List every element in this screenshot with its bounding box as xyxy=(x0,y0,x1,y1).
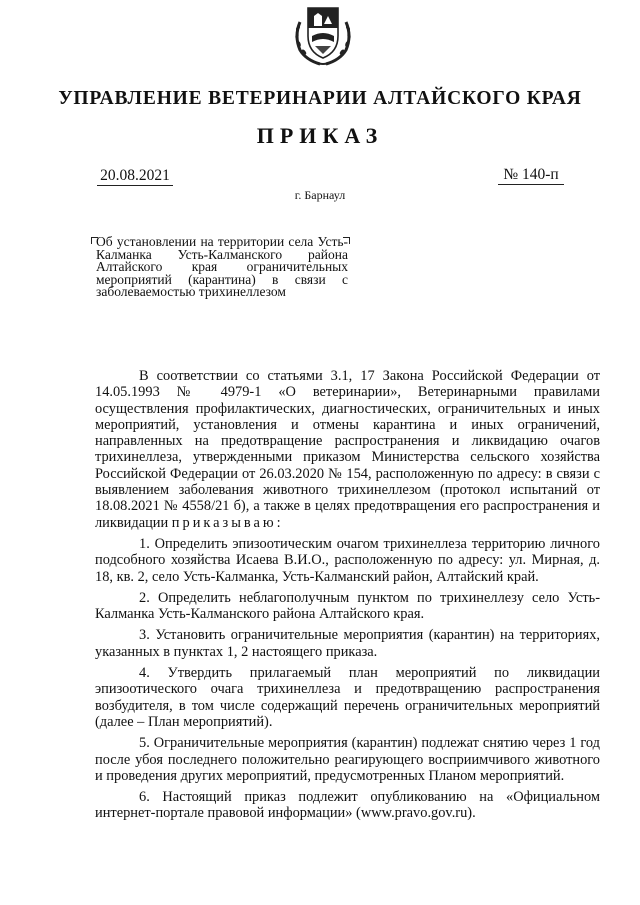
order-subject: Об установлении на территории села Усть-Калманка Усть-Калманского района Алтайского края ограничительных мероприятий (карантина) в связи с заболеваемостью трихинеллезом xyxy=(96,234,348,300)
document-type: ПРИКАЗ xyxy=(256,123,384,148)
order-item-1: 1. Определить эпизоотическим очагом трихинеллеза территорию личного подсобного хозяйства Исаева В.И.О., расположенную по адресу: ул. Мирная, д. 18, кв. 2, село Усть-Калманка, Усть-Калманский район, Алтайский край. xyxy=(95,535,600,585)
agency-name: УПРАВЛЕНИЕ ВЕТЕРИНАРИИ АЛТАЙСКОГО КРАЯ xyxy=(58,88,582,109)
order-item-6: 6. Настоящий приказ подлежит опубликованию на «Официальном интернет-портале правовой информации» (www.pravo.gov.ru). xyxy=(95,789,600,822)
preamble-text: В соответствии со статьями 3.1, 17 Закона Российской Федерации от 14.05.1993 № 4979-1 «О ветеринарии», Ветеринарными правилами осуществления профилактических, диагностических, ограничительных и иных мероприятий, установления и отмены карантина и иных ограничений, направленных на предотвращение распространения и ликвидацию очагов трихинеллеза, утвержденными приказом Министерства сельского хозяйства Российской Федерации от 26.03.2020 № 154, расположенную по адресу: в связи с выявлением заболевания животного трихинеллезом (протокол испытаний от 18.08.2021 № 4558/21 б), а также в целях предотвращения его распространения и ликвидации xyxy=(95,368,600,531)
order-body xyxy=(95,368,600,822)
preamble-paragraph xyxy=(95,368,600,531)
order-item-5: 5. Ограничительные мероприятия (карантин) подлежат снятию через 1 год после убоя последнего положительно реагирующего восприимчивого животного и проведения других мероприятий, предусмотренных Планом мероприятий. xyxy=(95,735,600,784)
order-city: г. Барнаул xyxy=(294,188,346,202)
order-word: приказываю: xyxy=(171,514,284,531)
coat-of-arms-emblem xyxy=(290,2,356,68)
order-date: 20.08.2021 xyxy=(97,166,173,186)
order-item-2: 2. Определить неблагополучным пунктом по трихинеллезу село Усть-Калманка Усть-Калманского района Алтайского края. xyxy=(95,589,600,623)
order-item-4: 4. Утвердить прилагаемый план мероприятий по ликвидации эпизоотического очага трихинеллеза и предотвращению распространения возбудителя, в том числе содержащий перечень ограничительных мероприятий (далее – План мероприятий). xyxy=(95,665,600,730)
order-number: № 140-п xyxy=(498,165,564,185)
order-item-3: 3. Установить ограничительные мероприятия (карантин) на территориях, указанных в пунктах 1, 2 настоящего приказа. xyxy=(95,627,600,660)
